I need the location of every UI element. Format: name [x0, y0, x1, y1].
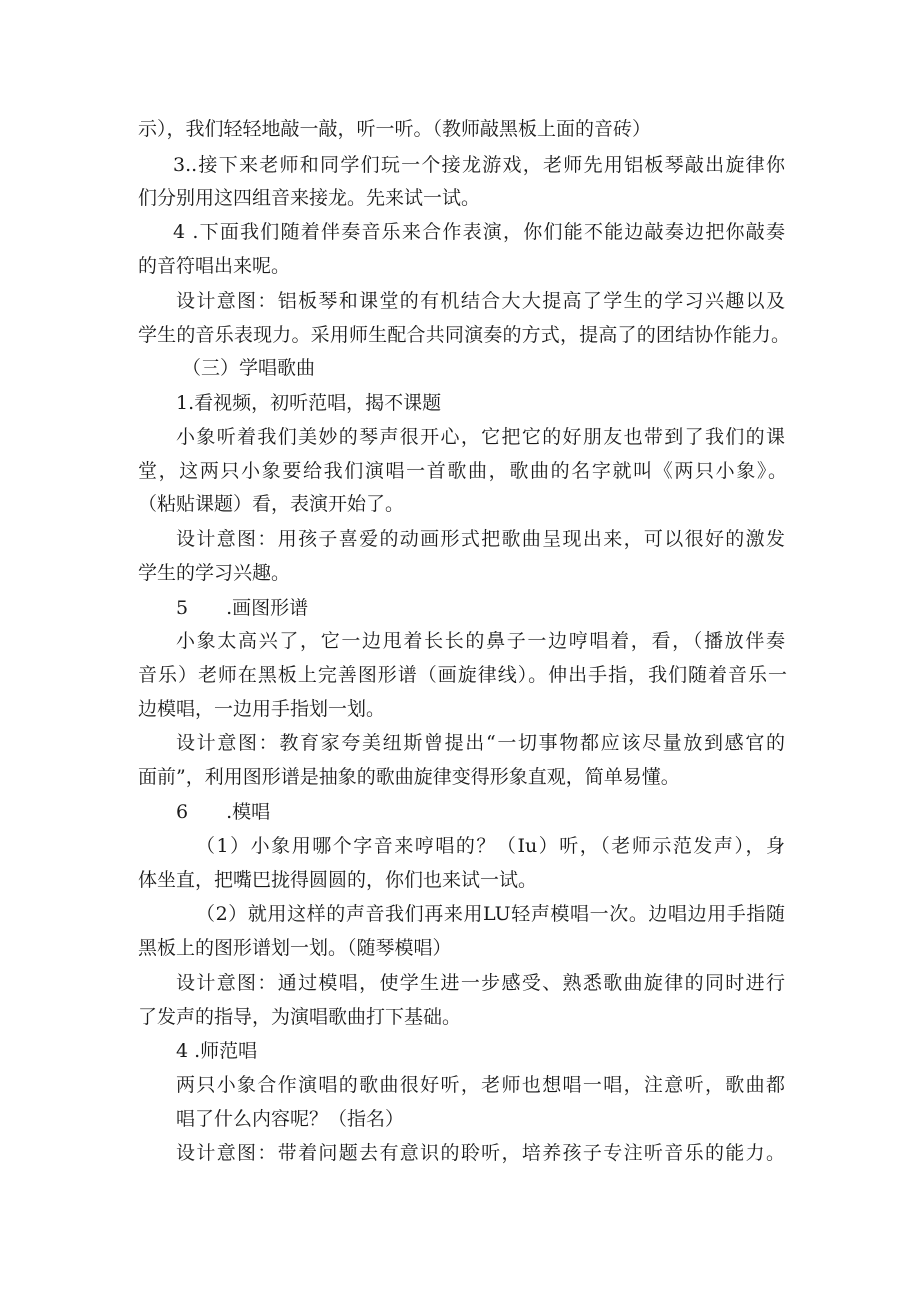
- text-line: 面前”，利用图形谱是抽象的歌曲旋律变得形象直观，简单易懂。: [138, 766, 680, 788]
- text-line: 4 .下面我们随着伴奏音乐来合作表演，你们能不能边敲奏边把你敲奏: [173, 221, 785, 243]
- text-line: 两只小象合作演唱的歌曲很好听，老师也想唱一唱，注意听，歌曲都: [176, 1074, 785, 1096]
- text-line: 设计意图：教育家夸美纽斯曾提出“一切事物都应该尽量放到感官的: [176, 732, 785, 754]
- text-line: 1.看视频，初听范唱，揭不课题: [176, 392, 442, 414]
- section-heading: （三）学唱歌曲: [182, 357, 316, 379]
- text-line: 们分别用这四组音来接龙。先来试一试。: [138, 187, 481, 209]
- text-line: 3..接下来老师和同学们玩一个接龙游戏，老师先用铝板琴敲出旋律你: [173, 154, 785, 176]
- text-line: 了发声的指导，为演唱歌曲打下基础。: [138, 1006, 462, 1028]
- text-line: 唱了什么内容呢？（指名）: [176, 1108, 405, 1130]
- text-line: 小象太高兴了，它一边甩着长长的鼻子一边哼唱着，看，（播放伴奏: [176, 630, 785, 652]
- text-line: 设计意图：通过模唱，使学生进一步感受、熟悉歌曲旋律的同时进行: [176, 972, 785, 994]
- text-line: 小象听着我们美妙的琴声很开心，它把它的好朋友也带到了我们的课: [176, 426, 785, 448]
- text-line: 示），我们轻轻地敲一敲，听一听。（教师敲黑板上面的音砖）: [138, 118, 652, 140]
- text-line: 的音符唱出来呢。: [138, 255, 291, 277]
- text-line: （粘贴课题）看，表演开始了。: [138, 493, 405, 515]
- text-line: 设计意图：铝板琴和课堂的有机结合大大提高了学生的学习兴趣以及: [176, 290, 785, 312]
- text-line: 6 .模唱: [176, 801, 271, 823]
- text-line: 学生的学习兴趣。: [138, 562, 291, 584]
- text-line: 4 .师范唱: [176, 1040, 258, 1062]
- text-line: 堂，这两只小象要给我们演唱一首歌曲，歌曲的名字就叫《两只小象》。: [138, 460, 787, 482]
- text-line: 设计意图：带着问题去有意识的聆听，培养孩子专注听音乐的能力。: [176, 1142, 785, 1164]
- text-line: 音乐）老师在黑板上完善图形谱（画旋律线）。伸出手指，我们随着音乐一: [138, 664, 787, 686]
- text-line: 黑板上的图形谱划一划。（随琴模唱）: [138, 937, 452, 959]
- text-line: 设计意图：用孩子喜爱的动画形式把歌曲呈现出来，可以很好的激发: [176, 528, 785, 550]
- text-line: 学生的音乐表现力。采用师生配合共同演奏的方式，提高了的团结协作能力。: [138, 324, 790, 346]
- text-line: （2）就用这样的声音我们再来用LU轻声模唱一次。边唱边用手指随: [196, 903, 785, 925]
- text-line: 体坐直，把嘴巴拢得圆圆的，你们也来试一试。: [138, 869, 538, 891]
- text-line: 边模唱，一边用手指划一划。: [138, 698, 386, 720]
- text-line: 5 .画图形谱: [176, 597, 309, 619]
- text-line: （1）小象用哪个字音来哼唱的？（Iu）听，（老师示范发声），身: [196, 835, 785, 857]
